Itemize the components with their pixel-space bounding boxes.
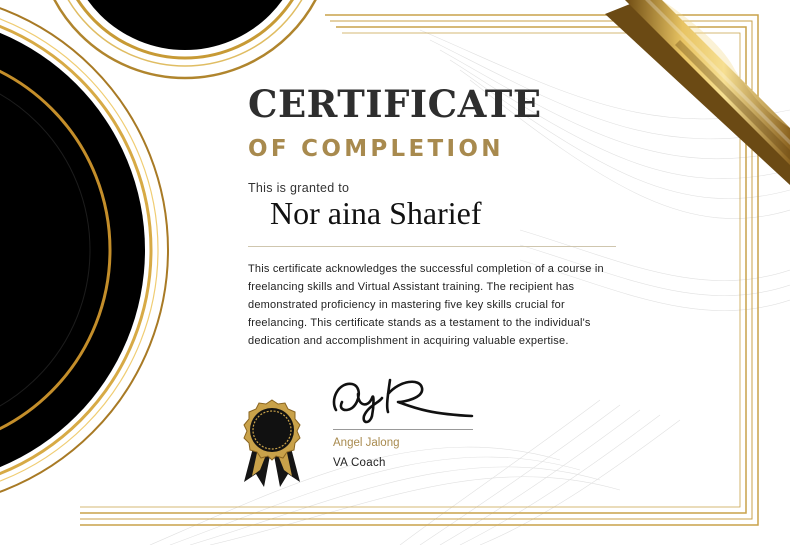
recipient-name: Nor aina Sharief (270, 195, 482, 231)
certificate-subtitle: OF COMPLETION (248, 136, 504, 162)
signature-icon (328, 372, 478, 428)
signer-name: Angel Jalong (333, 437, 400, 449)
certificate-body: This certificate acknowledges the successful completion of a course in freelancing skills and Virtual Assistant training. The recipient has demonstrated proficiency in mastering five key skills crucial for freelancing. This certificate stands as a testament to the individual's dedication and accomplishment in acquiring valuable expertise. (248, 263, 604, 347)
corner-ribbon-icon (605, 0, 790, 185)
divider (248, 246, 616, 247)
top-circle (37, 0, 333, 78)
granted-label: This is granted to (248, 181, 350, 195)
certificate-title: CERTIFICATE (248, 82, 542, 126)
signature-line (333, 429, 473, 430)
left-circle (0, 0, 168, 508)
award-seal-icon (240, 398, 304, 490)
signer-role: VA Coach (333, 457, 386, 469)
